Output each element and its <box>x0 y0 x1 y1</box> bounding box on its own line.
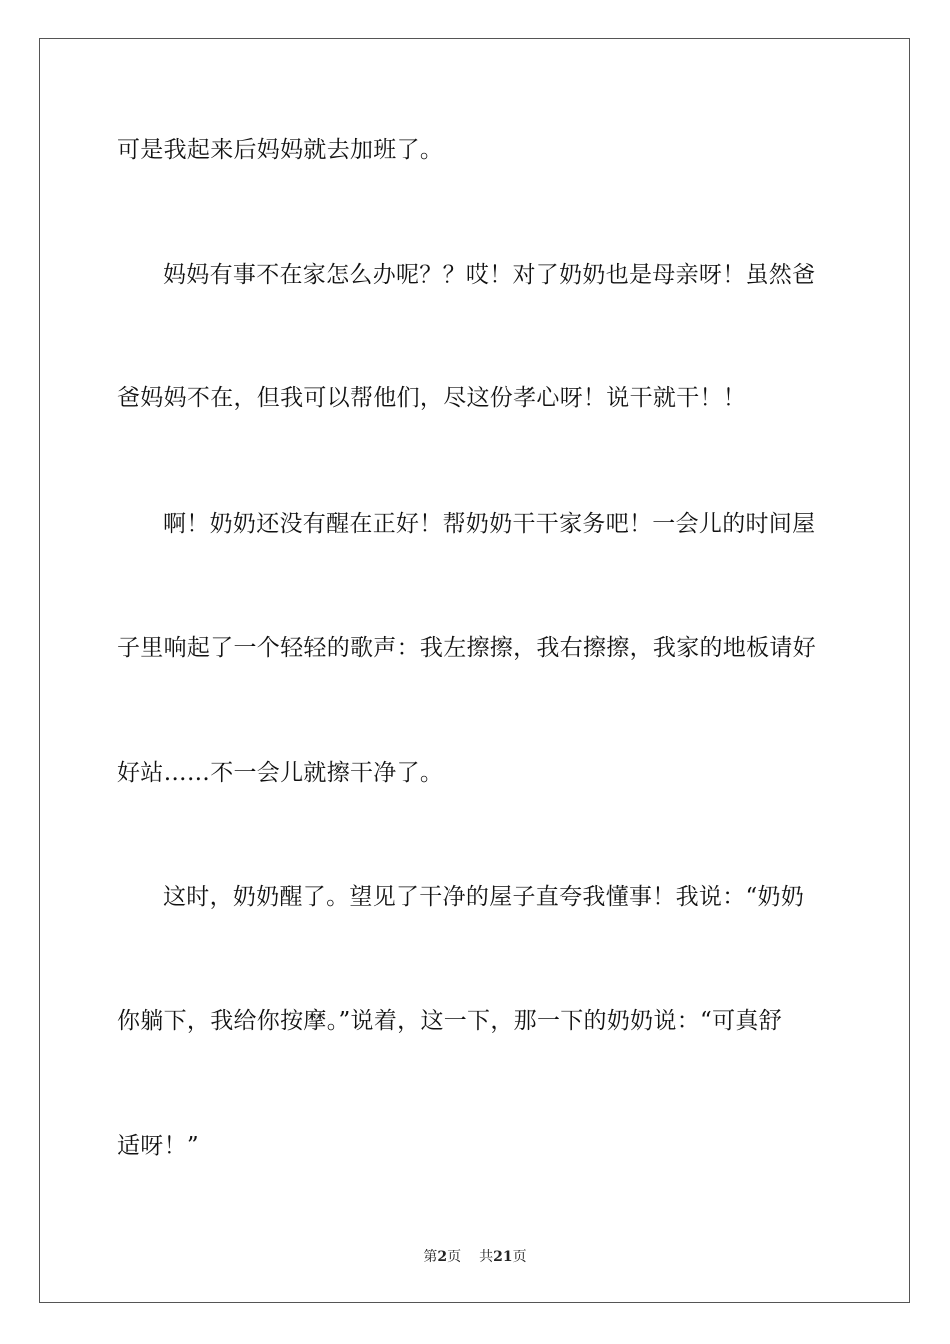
text-line-4: 啊！奶奶还没有醒在正好！帮奶奶干干家务吧！一会儿的时间屋 <box>163 511 816 537</box>
text-line-5: 子里响起了一个轻轻的歌声：我左擦擦，我右擦擦，我家的地板请好 <box>117 635 816 661</box>
footer-total-prefix: 共 <box>479 1249 494 1265</box>
page-border <box>39 38 910 1303</box>
text-line-2: 妈妈有事不在家怎么办呢？？哎！对了奶奶也是母亲呀！虽然爸 <box>163 262 816 288</box>
text-line-1: 可是我起来后妈妈就去加班了。 <box>117 137 444 163</box>
text-line-7: 这时，奶奶醒了。望见了干净的屋子直夸我懂事！我说：“奶奶 <box>163 884 805 910</box>
footer-total-pages: 21 <box>493 1249 513 1265</box>
footer-page-number: 2 <box>437 1249 448 1265</box>
footer-page-prefix: 第 <box>423 1249 438 1265</box>
text-line-8: 你躺下，我给你按摩。”说着，这一下，那一下的奶奶说：“可真舒 <box>117 1008 783 1034</box>
footer-page-suffix: 页 <box>447 1249 462 1265</box>
text-line-3: 爸妈妈不在，但我可以帮他们，尽这份孝心呀！说干就干！！ <box>117 385 747 411</box>
footer-total-suffix: 页 <box>512 1249 527 1265</box>
text-line-6: 好站……不一会儿就擦干净了。 <box>117 760 444 786</box>
page-footer <box>0 1247 950 1267</box>
text-line-9: 适呀！” <box>117 1133 199 1159</box>
